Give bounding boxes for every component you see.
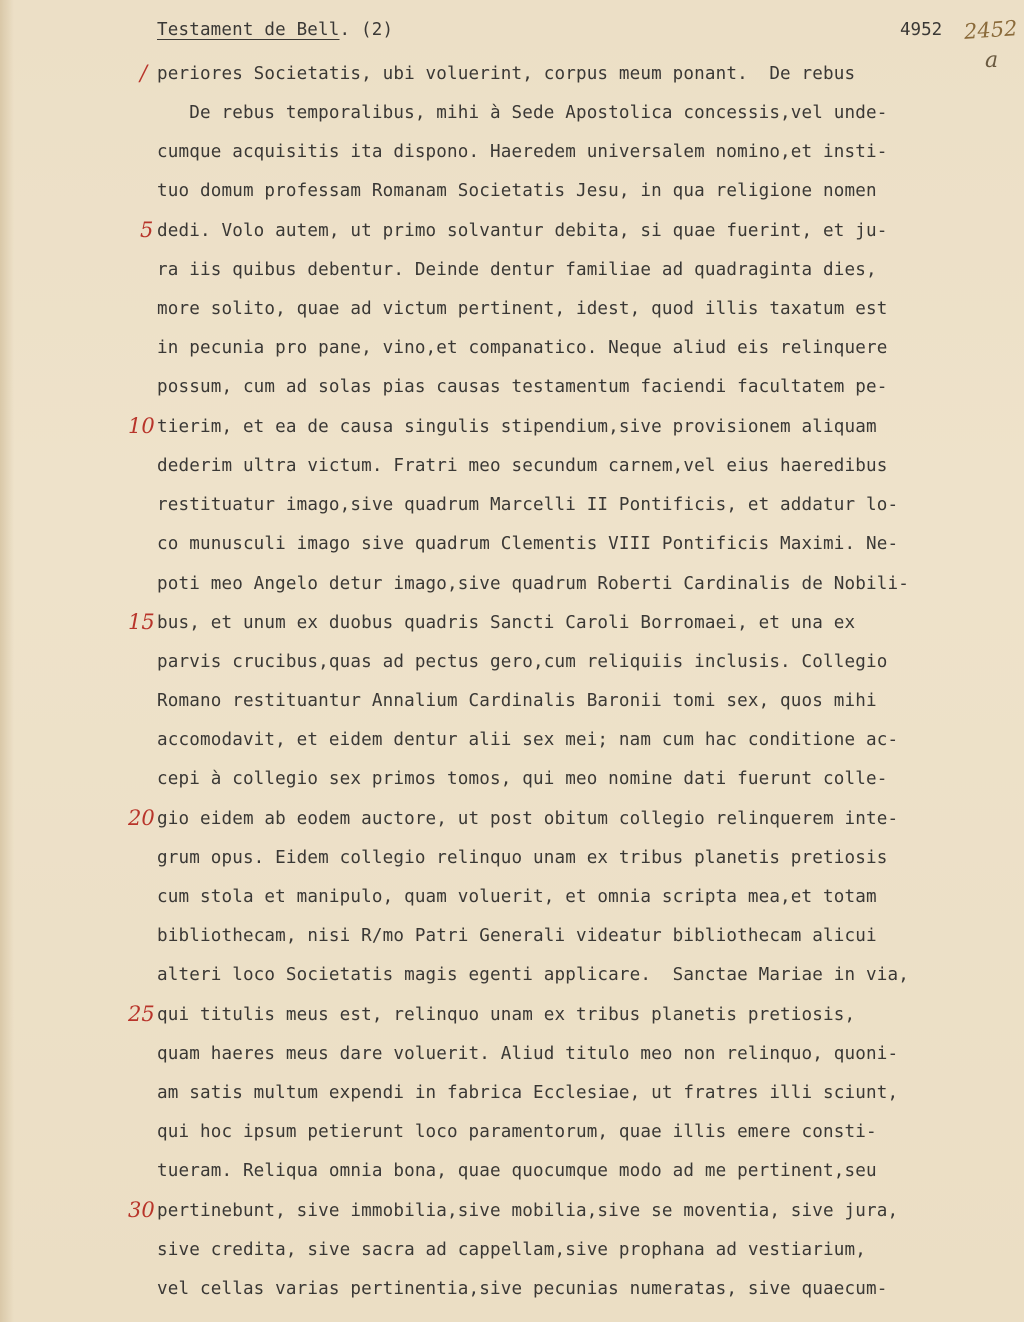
text-line: bus, et unum ex duobus quadris Sancti Caroli Borromaei, et una ex (157, 613, 856, 633)
text-line: tueram. Reliqua omnia bona, quae quocumque modo ad me pertinent,seu (157, 1161, 877, 1181)
text-line: cum stola et manipulo, quam voluerit, et omnia scripta mea,et totam (157, 887, 877, 907)
text-line: quam haeres meus dare voluerit. Aliud titulo meo non relinquo, quoni- (157, 1044, 899, 1064)
text-line: alteri loco Societatis magis egenti applicare. Sanctae Mariae in via, (157, 965, 909, 985)
text-line: restituatur imago,sive quadrum Marcelli II Pontificis, et addatur lo- (157, 495, 899, 515)
text-line: periores Societatis, ubi voluerint, corpus meum ponant. De rebus (157, 64, 856, 84)
margin-mark-line-5: 5 (140, 218, 154, 242)
title-suffix: . (2) (339, 20, 394, 40)
text-line: grum opus. Eidem collegio relinquo unam ex tribus planetis pretiosis (157, 848, 888, 868)
text-line: dederim ultra victum. Fratri meo secundum carnem,vel eius haeredibus (157, 456, 888, 476)
handwritten-folio-letter: a (985, 48, 999, 73)
text-line: qui titulis meus est, relinquo unam ex tribus planetis pretiosis, (157, 1005, 856, 1025)
title-underlined: Testament de Bell (157, 20, 340, 40)
margin-mark-line-25: 25 (128, 1002, 155, 1026)
text-line: cepi à collegio sex primos tomos, qui meo nomine dati fuerunt colle- (157, 769, 888, 789)
text-line: vel cellas varias pertinentia,sive pecunias numeratas, sive quaecum- (157, 1279, 888, 1299)
typed-folio-number: 4952 (900, 20, 943, 40)
text-line: bibliothecam, nisi R/mo Patri Generali videatur bibliothecam alicui (157, 926, 877, 946)
text-line: parvis crucibus,quas ad pectus gero,cum reliquiis inclusis. Collegio (157, 652, 888, 672)
text-line: Romano restituantur Annalium Cardinalis Baronii tomi sex, quos mihi (157, 691, 877, 711)
text-line: De rebus temporalibus, mihi à Sede Apostolica concessis,vel unde- (157, 103, 888, 123)
text-line: dedi. Volo autem, ut primo solvantur debita, si quae fuerint, et ju- (157, 221, 888, 241)
text-line: sive credita, sive sacra ad cappellam,sive prophana ad vestiarium, (157, 1240, 866, 1260)
margin-mark-line-20: 20 (128, 806, 155, 830)
margin-mark-line-1: / (140, 61, 148, 85)
text-line: qui hoc ipsum petierunt loco paramentorum, quae illis emere consti- (157, 1122, 877, 1142)
text-line: possum, cum ad solas pias causas testamentum faciendi facultatem pe- (157, 377, 888, 397)
text-line: poti meo Angelo detur imago,sive quadrum Roberti Cardinalis de Nobili- (157, 574, 909, 594)
text-line: in pecunia pro pane, vino,et companatico. Neque aliud eis relinquere (157, 338, 888, 358)
margin-mark-line-30: 30 (128, 1198, 155, 1222)
text-line: ra iis quibus debentur. Deinde dentur familiae ad quadraginta dies, (157, 260, 877, 280)
text-line: co munusculi imago sive quadrum Clementis VIII Pontificis Maximi. Ne- (157, 534, 899, 554)
handwritten-folio-number: 2452 (963, 16, 1019, 44)
paper-edge-shadow (0, 0, 14, 1322)
margin-mark-line-10: 10 (128, 414, 155, 438)
document-title (157, 20, 393, 40)
text-line: accomodavit, et eidem dentur alii sex mei; nam cum hac conditione ac- (157, 730, 899, 750)
text-line: more solito, quae ad victum pertinent, idest, quod illis taxatum est (157, 299, 888, 319)
text-line: am satis multum expendi in fabrica Ecclesiae, ut fratres illi sciunt, (157, 1083, 899, 1103)
text-line: tierim, et ea de causa singulis stipendium,sive provisionem aliquam (157, 417, 877, 437)
margin-mark-line-15: 15 (128, 610, 155, 634)
text-line: gio eidem ab eodem auctore, ut post obitum collegio relinquerem inte- (157, 809, 899, 829)
text-line: pertinebunt, sive immobilia,sive mobilia,sive se moventia, sive jura, (157, 1201, 899, 1221)
text-line: cumque acquisitis ita dispono. Haeredem universalem nomino,et insti- (157, 142, 888, 162)
text-line: tuo domum professam Romanam Societatis Jesu, in qua religione nomen (157, 181, 877, 201)
